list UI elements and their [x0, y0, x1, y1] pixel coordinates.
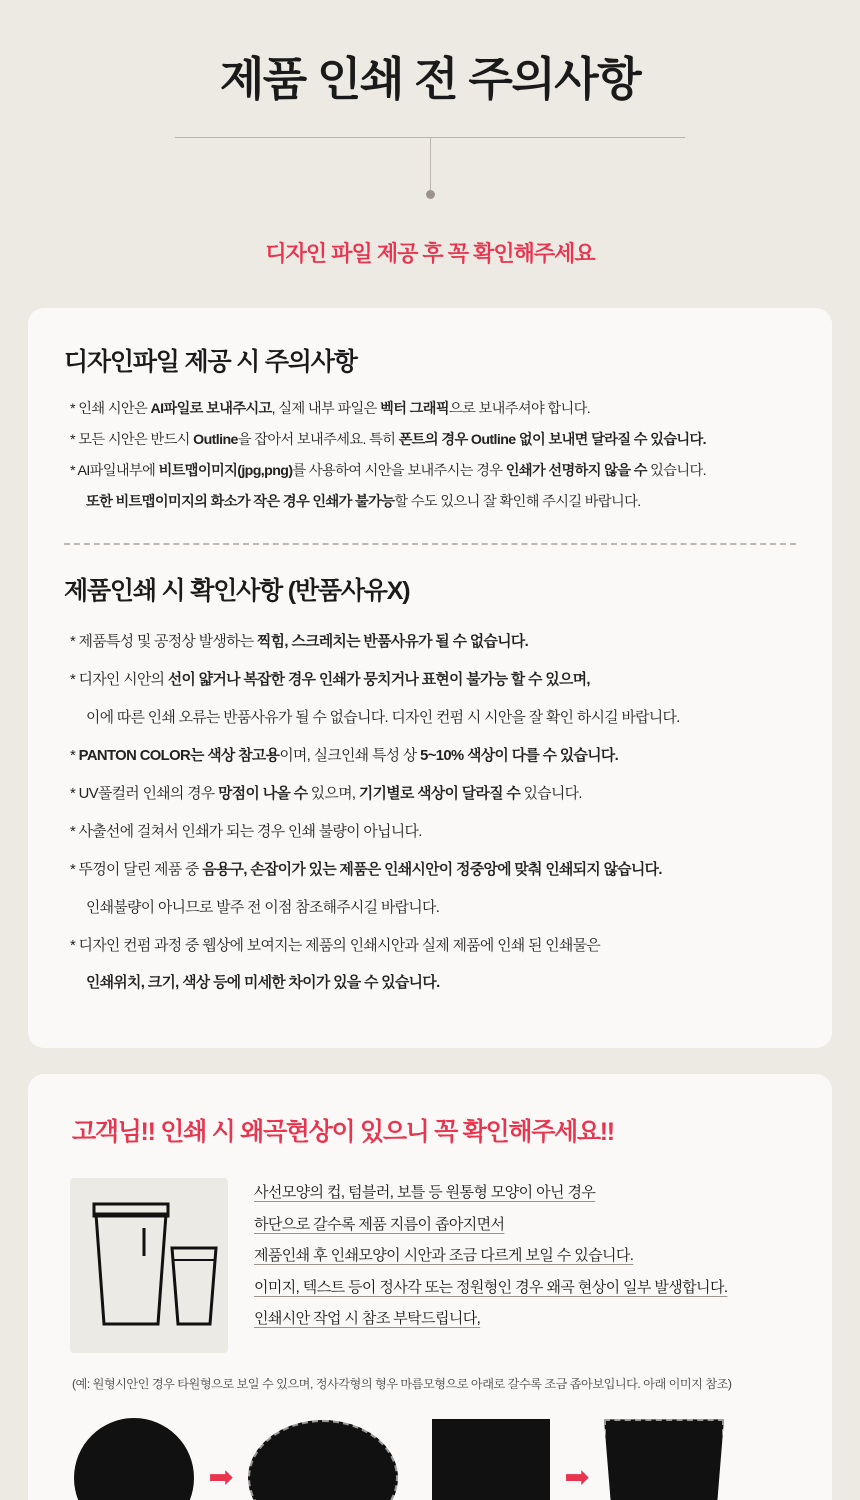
section2-title: 제품인쇄 시 확인사항 (반품사유X) — [64, 577, 410, 606]
section1-list — [64, 398, 796, 513]
header — [0, 0, 860, 268]
warning-line: 인쇄시안 작업 시 참조 부탁드립니다, — [254, 1310, 481, 1328]
list-item: * 뚜껑이 달린 제품 중 음용구, 손잡이가 있는 제품은 인쇄시안이 정중앙에 맞춰 인쇄되지 않습니다. — [70, 861, 662, 878]
ellipse-distorted — [248, 1420, 398, 1500]
list-item: * PANTON COLOR는 색상 참고용이며, 실크인쇄 특성 상 5~10% 색상이 다를 수 있습니다. — [70, 747, 619, 764]
warning-line: 하단으로 갈수록 제품 지름이 좁아지면서 — [254, 1215, 505, 1233]
list-item: 인쇄위치, 크기, 색상 등에 미세한 차이가 있을 수 있습니다. — [86, 975, 440, 992]
trapezoid-distorted — [604, 1419, 724, 1500]
square-original — [432, 1419, 550, 1500]
warning-title: 고객님!! 인쇄 시 왜곡현상이 있으니 꼭 확인해주세요!! — [72, 1118, 614, 1147]
arrow-right-icon: ➡ — [208, 1461, 234, 1495]
divider-stem — [430, 138, 431, 190]
list-item: * 디자인 시안의 선이 얇거나 복잡한 경우 인쇄가 뭉치거나 표현이 불가능 할 수 있으며, — [70, 672, 590, 689]
list-item: * 사출선에 걸쳐서 인쇄가 되는 경우 인쇄 불량이 아닙니다. — [70, 823, 422, 840]
list-item: * UV풀컬러 인쇄의 경우 망점이 나올 수 있으며, 기기별로 색상이 달라질 수 있습니다. — [70, 785, 582, 802]
distortion-card — [28, 1074, 832, 1500]
tumbler-cup-illustration — [70, 1178, 228, 1353]
list-item: * 제품특성 및 공정상 발생하는 찍힘, 스크레치는 반품사유가 될 수 없습니다. — [70, 634, 529, 651]
list-item: 인쇄불량이 아니므로 발주 전 이점 참조해주시길 바랍니다. — [86, 899, 440, 916]
list-item: * 모든 시안은 반드시 Outline을 잡아서 보내주세요. 특히 폰트의 경우 Outline 없이 보내면 달라질 수 있습니다. — [70, 432, 706, 449]
warning-line: 제품인쇄 후 인쇄모양이 시안과 조금 다르게 보일 수 있습니다. — [254, 1247, 634, 1265]
shape-comparison — [64, 1418, 796, 1500]
list-item: * AI파일내부에 비트맵이미지(jpg,png)를 사용하여 시안을 보내주시는 경우 인쇄가 선명하지 않을 수 있습니다. — [70, 463, 706, 480]
notice-card — [28, 308, 832, 1048]
section-divider — [64, 543, 796, 545]
list-item: * 인쇄 시안은 AI파일로 보내주시고, 실제 내부 파일은 벡터 그래픽으로 보내주셔야 합니다. — [70, 401, 591, 418]
warning-body — [64, 1178, 796, 1353]
page-subtitle: 디자인 파일 제공 후 꼭 확인해주세요 — [265, 241, 595, 267]
divider-dot-icon — [426, 190, 435, 199]
section2-list — [64, 631, 796, 995]
list-item: 이에 따른 인쇄 오류는 반품사유가 될 수 없습니다. 디자인 컨펌 시 시안을 잘 확인 하시길 바랍니다. — [86, 710, 680, 727]
warning-note: (예: 원형시안인 경우 타원형으로 보일 수 있으며, 정사각형의 형우 마름모형으로 아래로 갈수록 조금 좁아보입니다. 아래 이미지 참조) — [72, 1377, 732, 1392]
arrow-right-icon: ➡ — [564, 1461, 590, 1495]
list-item: * 디자인 컨펌 과정 중 웹상에 보여지는 제품의 인쇄시안과 실제 제품에 인쇄 된 인쇄물은 — [70, 937, 601, 954]
page-title: 제품 인쇄 전 주의사항 — [219, 53, 641, 105]
warning-line: 이미지, 텍스트 등이 정사각 또는 정원형인 경우 왜곡 현상이 일부 발생합니다. — [254, 1278, 728, 1296]
circle-original — [74, 1418, 194, 1500]
section1-title: 디자인파일 제공 시 주의사항 — [64, 348, 357, 377]
warning-line: 사선모양의 컵, 텀블러, 보틀 등 원통형 모양이 아닌 경우 — [254, 1184, 596, 1202]
warning-text-list — [254, 1178, 727, 1340]
list-item: 또한 비트맵이미지의 화소가 작은 경우 인쇄가 불가능할 수도 있으니 잘 확인해 주시길 바랍니다. — [86, 494, 641, 511]
